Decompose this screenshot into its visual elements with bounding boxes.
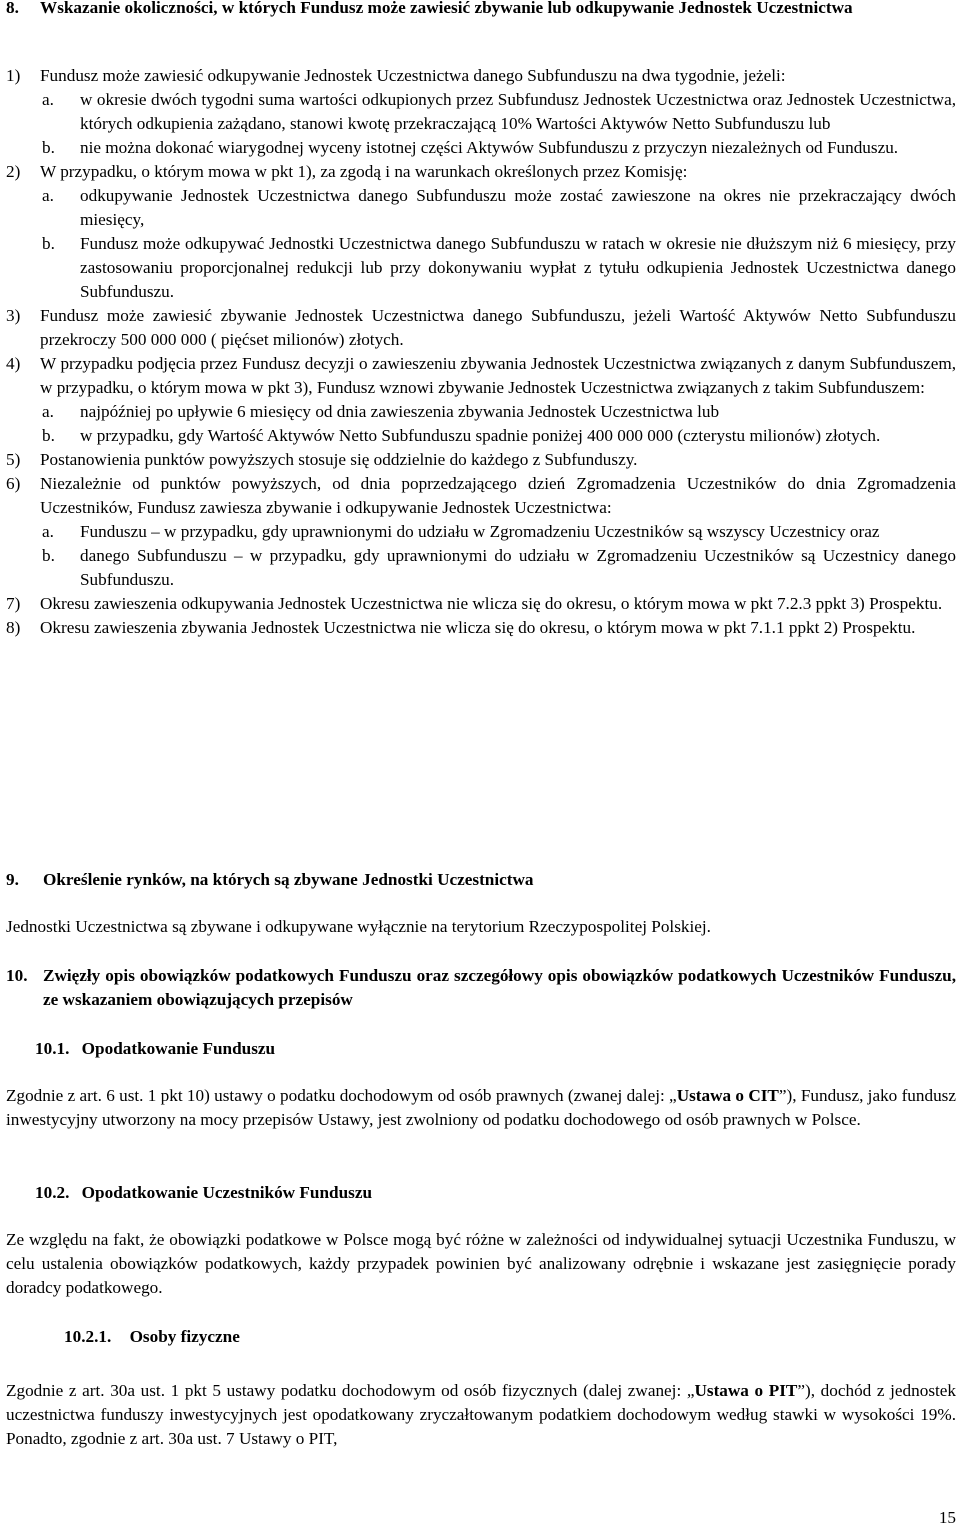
sub-item-text: nie można dokonać wiarygodnej wyceny istotnej części Aktywów Subfunduszu z przyczyn niezależnych od Funduszu. (80, 138, 899, 157)
list-item-number: 1) (6, 66, 21, 85)
body-text: Zgodnie z art. 30a ust. 1 pkt 5 ustawy podatku dochodowym od osób fizycznych (dalej zwanej: „ (6, 1381, 695, 1400)
sub-item (42, 232, 956, 304)
list-item (6, 472, 956, 592)
list-item-text: Okresu zawieszenia odkupywania Jednostek Uczestnictwa nie wlicza się do okresu, o którym mowa w pkt 7.2.3 ppkt 3) Prospektu. (40, 594, 943, 613)
list-item (6, 448, 956, 472)
list-item-number: 8) (6, 618, 21, 637)
section-8-list (6, 64, 956, 640)
subsection-10-2-1-body (6, 1379, 956, 1451)
heading-text: Określenie rynków, na których są zbywane Jednostki Uczestnictwa (43, 870, 534, 889)
sub-item (42, 424, 956, 448)
body-text: Zgodnie z art. 6 ust. 1 pkt 10) ustawy o podatku dochodowym od osób prawnych (zwanej dalej: „ (6, 1086, 677, 1105)
sub-item (42, 400, 956, 424)
heading-text: Opodatkowanie Uczestników Funduszu (81, 1183, 373, 1202)
section-number: 9. (6, 870, 19, 889)
section-number: 8. (6, 0, 19, 17)
list-item-text: Fundusz może zawiesić odkupywanie Jednostek Uczestnictwa danego Subfunduszu na dwa tygodnie, jeżeli: (40, 66, 786, 85)
list-item-text: W przypadku podjęcia przez Fundusz decyzji o zawieszeniu zbywania Jednostek Uczestnictwa związanych z danym Subfunduszem, w przypadku, o którym mowa w pkt 3), Fundusz wznowi zbywanie Jednostek Uczestnictwa związanych z takim Subfunduszem: (40, 354, 956, 397)
body-text: ”), dochód z jednostek uczestnictwa funduszy inwestycyjnych jest opodatkowany zryczałtowanym podatkiem dochodowym według stawki w wysokości 19%. Ponadto, zgodnie z art. 30a ust. 7 Ustawy o PIT, (6, 1381, 957, 1448)
section-number: 10. (6, 966, 28, 985)
section-9-body: Jednostki Uczestnictwa są zbywane i odkupywane wyłącznie na terytorium Rzeczypospolitej Polskiej. (6, 917, 711, 936)
list-item-text: Okresu zawieszenia zbywania Jednostek Uczestnictwa nie wlicza się do okresu, o którym mowa w pkt 7.1.1 ppkt 2) Prospektu. (40, 618, 916, 637)
body-text: ”), Fundusz, jako fundusz inwestycyjny utworzony na mocy przepisów Ustawy, jest zwolniony od podatku dochodowego od osób prawnych w Polsce. (6, 1086, 956, 1129)
list-item-number: 3) (6, 306, 21, 325)
list-item-text: W przypadku, o którym mowa w pkt 1), za zgodą i na warunkach określonych przez Komisję: (40, 162, 688, 181)
section-9-heading (6, 868, 956, 892)
sub-item-text: Funduszu – w przypadku, gdy uprawnionymi do udziału w Zgromadzeniu Uczestników są wszyscy Uczestnicy oraz (80, 522, 880, 541)
sub-item-text: Fundusz może odkupywać Jednostki Uczestnictwa danego Subfunduszu w ratach w okresie nie dłuższym niż 6 miesięcy, przy zastosowaniu proporcjonalnej redukcji lub przy dokonywaniu wypłat z tytułu odkupienia Jednostek Uczestnictwa danego Subfunduszu. (80, 234, 956, 301)
sub-item-label: b. (42, 546, 55, 565)
list-item-text: Fundusz może zawiesić zbywanie Jednostek Uczestnictwa danego Subfunduszu, jeżeli Wartość Aktywów Netto Subfunduszu przekroczy 500 000 000 ( pięćset milionów) złotych. (40, 306, 956, 349)
sub-item (42, 88, 956, 136)
sub-item-text: w przypadku, gdy Wartość Aktywów Netto Subfunduszu spadnie poniżej 400 000 000 (czterystu milionów) złotych. (80, 426, 881, 445)
sub-item-label: a. (42, 522, 54, 541)
list-item (6, 160, 956, 304)
sub-item-label: a. (42, 90, 54, 109)
subsection-number: 10.1. (35, 1039, 70, 1058)
heading-text: Zwięzły opis obowiązków podatkowych Funduszu oraz szczegółowy opis obowiązków podatkowych Uczestników Funduszu, ze wskazaniem obowiązujących przepisów (43, 966, 956, 1009)
list-item (6, 592, 956, 616)
subsection-10-1-heading (35, 1037, 935, 1061)
list-item-text: Postanowienia punktów powyższych stosuje się oddzielnie do każdego z Subfunduszy. (40, 450, 638, 469)
subsection-number: 10.2. (35, 1183, 70, 1202)
sub-item (42, 136, 956, 160)
sub-item (42, 520, 956, 544)
section-10-heading (6, 964, 956, 1012)
heading-text: Wskazanie okoliczności, w których Fundusz może zawiesić zbywanie lub odkupywanie Jednostek Uczestnictwa (40, 0, 853, 17)
defined-term: Ustawa o CIT (676, 1086, 779, 1105)
list-item-number: 6) (6, 474, 21, 493)
sub-item-text: danego Subfunduszu – w przypadku, gdy uprawnionymi do udziału w Zgromadzeniu Uczestników są Uczestnicy danego Subfunduszu. (80, 546, 956, 589)
list-item-number: 4) (6, 354, 21, 373)
list-item (6, 64, 956, 160)
sub-item-label: a. (42, 402, 54, 421)
sub-item (42, 184, 956, 232)
page-number: 15 (938, 1508, 956, 1527)
subsection-10-2-body: Ze względu na fakt, że obowiązki podatkowe w Polsce mogą być różne w zależności od indywidualnej sytuacji Uczestnika Funduszu, w celu ustalenia obowiązków podatkowych, każdy przypadek powinien być analizowany odrębnie i wskazane jest zasięgnięcie porady doradcy podatkowego. (6, 1230, 956, 1297)
sub-item-text: w okresie dwóch tygodni suma wartości odkupionych przez Subfundusz Jednostek Uczestnictwa oraz Jednostek Uczestnictwa, których odkupienia zażądano, stanowi kwotę przekraczającą 10% Wartości Aktywów Netto Subfunduszu lub (80, 90, 956, 133)
list-item (6, 616, 956, 640)
heading-text: Opodatkowanie Funduszu (81, 1039, 276, 1058)
defined-term: Ustawa o PIT (694, 1381, 798, 1400)
sub-item-text: odkupywanie Jednostek Uczestnictwa danego Subfunduszu może zostać zawieszone na okres nie przekraczający dwóch miesięcy, (80, 186, 956, 229)
sub-item-label: b. (42, 138, 55, 157)
list-item (6, 352, 956, 448)
list-item-number: 7) (6, 594, 21, 613)
sub-item (42, 544, 956, 592)
sub-item-text: najpóźniej po upływie 6 miesięcy od dnia zawieszenia zbywania Jednostek Uczestnictwa lub (80, 402, 720, 421)
subsection-10-2-1-heading (64, 1325, 924, 1349)
sub-item-label: b. (42, 234, 55, 253)
list-item-text: Niezależnie od punktów powyższych, od dnia poprzedzającego dzień Zgromadzenia Uczestników do dnia Zgromadzenia Uczestników, Fundusz zawiesza zbywanie i odkupywanie Jednostek Uczestnictwa: (40, 474, 956, 517)
list-item-number: 5) (6, 450, 21, 469)
sub-item-label: b. (42, 426, 55, 445)
subsection-10-2-heading (35, 1181, 935, 1205)
heading-text: Osoby fizyczne (129, 1327, 240, 1346)
subsection-10-1-body (6, 1084, 956, 1132)
subsection-number: 10.2.1. (64, 1327, 112, 1346)
sub-item-label: a. (42, 186, 54, 205)
list-item-number: 2) (6, 162, 21, 181)
section-8-heading (6, 0, 956, 20)
list-item (6, 304, 956, 352)
